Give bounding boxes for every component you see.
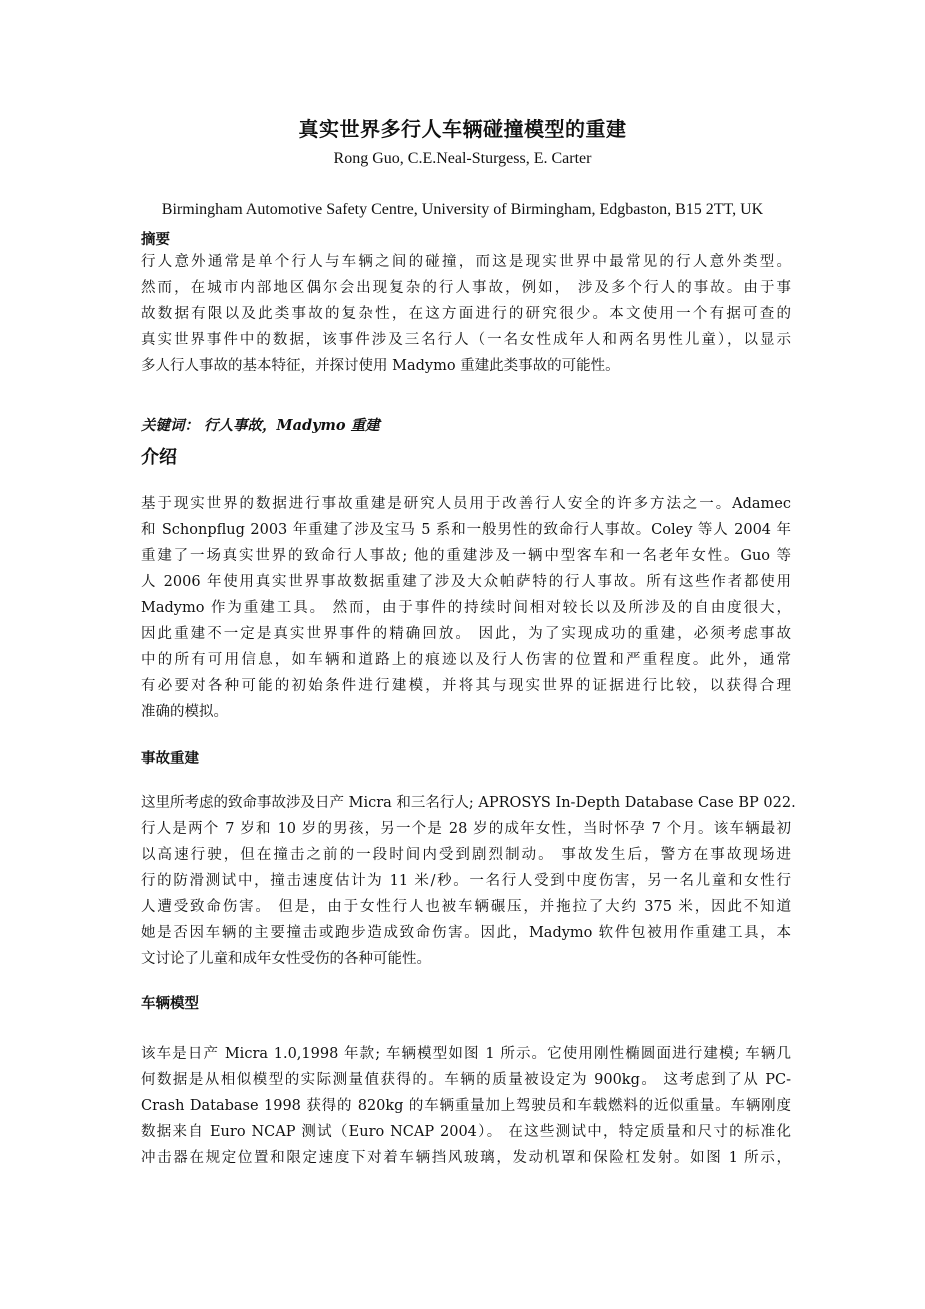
reconstruction-line: 文讨论了儿童和成年女性受伤的各种可能性。 [141,951,431,967]
vehicle-line: 冲击器在规定位置和限定速度下对着车辆挡风玻璃，发动机罩和保险杠发射。如图 1 所示， [141,1150,791,1166]
intro-heading: 介绍 [141,447,177,468]
intro-line: 中的所有可用信息，如车辆和道路上的痕迹以及行人伤害的位置和严重程度。此外，通常 [141,652,791,668]
abstract-heading: 摘要 [141,232,170,248]
abstract-line: 多人行人事故的基本特征，并探讨使用 Madymo 重建此类事故的可能性。 [141,358,620,374]
vehicle-line: 数据来自 Euro NCAP 测试（Euro NCAP 2004）。 在这些测试中，特定质量和尺寸的标准化 [141,1124,791,1140]
keywords: 关键词： 行人事故，Madymo 重建 [141,417,380,434]
reconstruction-body [141,790,796,972]
intro-line: 有必要对各种可能的初始条件进行建模，并将其与现实世界的证据进行比较，以获得合理 [141,678,791,694]
reconstruction-line: 人遭受致命伤害。 但是，由于女性行人也被车辆碾压，并拖拉了大约 375 米，因此不知道 [141,899,791,915]
abstract-line: 真实世界事件中的数据，该事件涉及三名行人（一名女性成年人和两名男性儿童），以显示 [141,332,791,348]
vehicle-heading: 车辆模型 [141,996,199,1012]
abstract-body [141,249,791,379]
vehicle-line: 该车是日产 Micra 1.0,1998 年款; 车辆模型如图 1 所示。它使用刚性椭圆面进行建模; 车辆几 [141,1046,791,1062]
vehicle-body [141,1041,791,1171]
abstract-line: 故数据有限以及此类事故的复杂性，在这方面进行的研究很少。本文使用一个有据可查的 [141,306,791,322]
intro-line: 基于现实世界的数据进行事故重建是研究人员用于改善行人安全的许多方法之一。Adamec [141,496,791,512]
intro-line: 准确的模拟。 [141,704,228,720]
reconstruction-line: 她是否因车辆的主要撞击或跑步造成致命伤害。因此，Madymo 软件包被用作重建工具，本 [141,925,791,941]
affiliation: Birmingham Automotive Safety Centre, University of Birmingham, Edgbaston, B15 2TT, UK [161,201,764,218]
intro-line: 和 Schonpflug 2003 年重建了涉及宝马 5 系和一般男性的致命行人事故。Coley 等人 2004 年 [141,522,791,538]
abstract-line: 行人意外通常是单个行人与车辆之间的碰撞，而这是现实世界中最常见的行人意外类型。 [141,254,791,270]
intro-line: Madymo 作为重建工具。 然而，由于事件的持续时间相对较长以及所涉及的自由度很大， [141,600,791,616]
reconstruction-line: 行人是两个 7 岁和 10 岁的男孩，另一个是 28 岁的成年女性，当时怀孕 7 个月。该车辆最初 [141,821,791,837]
intro-line: 重建了一场真实世界的致命行人事故; 他的重建涉及一辆中型客车和一名老年女性。Guo 等 [141,548,791,564]
vehicle-line: 何数据是从相似模型的实际测量值获得的。车辆的质量被设定为 900kg。 这考虑到了从 PC- [141,1072,791,1088]
intro-line: 人 2006 年使用真实世界事故数据重建了涉及大众帕萨特的行人事故。所有这些作者都使用 [141,574,791,590]
reconstruction-line: 行的防滑测试中，撞击速度估计为 11 米/秒。一名行人受到中度伤害，另一名儿童和女性行 [141,873,791,889]
reconstruction-line: 这里所考虑的致命事故涉及日产 Micra 和三名行人; APROSYS In-Depth Database Case BP 022. [141,795,796,811]
intro-body [141,491,791,725]
reconstruction-heading: 事故重建 [141,751,199,767]
vehicle-line: Crash Database 1998 获得的 820kg 的车辆重量加上驾驶员和车载燃料的近似重量。车辆刚度 [141,1098,791,1114]
paper-title: 真实世界多行人车辆碰撞模型的重建 [298,117,627,141]
intro-line: 因此重建不一定是真实世界事件的精确回放。 因此，为了实现成功的重建，必须考虑事故 [141,626,791,642]
authors: Rong Guo, C.E.Neal-Sturgess, E. Carter [333,150,592,167]
reconstruction-line: 以高速行驶，但在撞击之前的一段时间内受到剧烈制动。 事故发生后，警方在事故现场进 [141,847,791,863]
abstract-line: 然而，在城市内部地区偶尔会出现复杂的行人事故，例如， 涉及多个行人的事故。由于事 [141,280,791,296]
